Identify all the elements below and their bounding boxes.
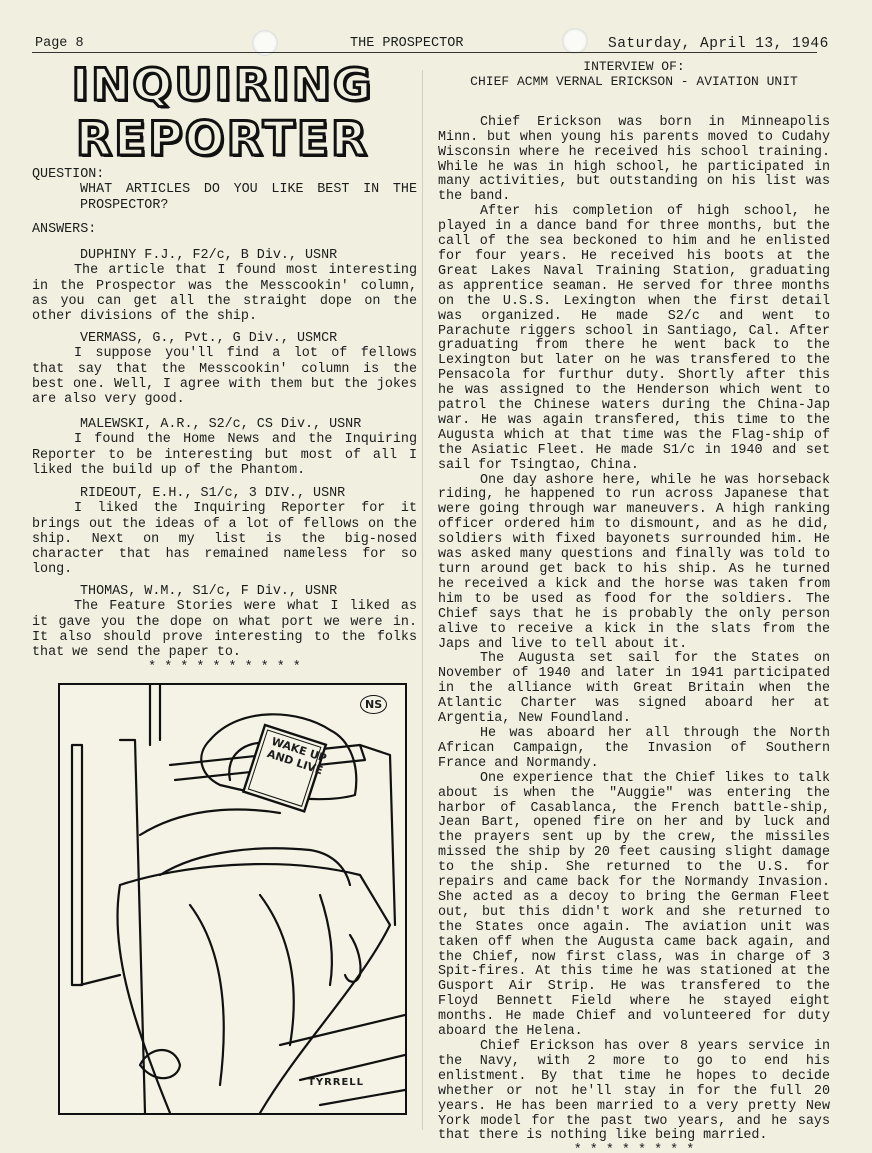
- answer-name: THOMAS, W.M., S1/c, F Div., USNR: [80, 584, 338, 599]
- answer-5: [32, 584, 417, 676]
- interview-end-divider: * * * * * * * *: [573, 1143, 695, 1153]
- artist-monogram: NS: [360, 695, 387, 714]
- answer-text: I suppose you'll find a lot of fellows that say that the Messcookin' column is the best one. Well, I agree with them but the jokes are also very good.: [32, 346, 417, 408]
- interview-title-line2: CHIEF ACMM VERNAL ERICKSON - AVIATION UNIT: [470, 73, 798, 89]
- answer-4: [32, 486, 417, 578]
- answers-label: ANSWERS:: [32, 222, 97, 237]
- answer-name: DUPHINY F.J., F2/c, B Div., USNR: [80, 248, 338, 263]
- answer-name: RIDEOUT, E.H., S1/c, 3 DIV., USNR: [80, 486, 346, 501]
- answer-text: The Feature Stories were what I liked as it gave you the dope on what port we were in. It also should prove interesting to the folks that we send the paper to.: [32, 599, 417, 661]
- cartoon-illustration: [58, 683, 407, 1115]
- issue-date: Saturday, April 13, 1946: [608, 36, 829, 52]
- masthead-line2: REPORTER: [75, 112, 370, 167]
- answer-name: VERMASS, G., Pvt., G Div., USMCR: [80, 331, 338, 346]
- answer-text: I found the Home News and the Inquiring Reporter to be interesting but most of all I liked the build up of the Phantom.: [32, 432, 417, 478]
- question-text: WHAT ARTICLES DO YOU LIKE BEST IN THE PROSPECTOR?: [80, 182, 417, 213]
- answer-1: [32, 248, 417, 324]
- answer-text: I liked the Inquiring Reporter for it brings out the ideas of a lot of fellows on the ship. Next on my list is the big-nosed character that has remained nameless for so long.: [32, 501, 417, 578]
- masthead-line1: INQUIRING: [71, 59, 374, 112]
- page-number: Page 8: [35, 36, 84, 51]
- interview-paragraph: Chief Erickson was born in Minneapolis Minn. but when young his parents moved to Cudahy Wisconsin where he received his school training. While he was in high school, he participated in many activities, but outstanding on his list was the band.: [438, 114, 830, 205]
- question-block: [32, 167, 417, 213]
- artist-signature: TYRRELL: [308, 1077, 365, 1088]
- interview-paragraph: He was aboard her all through the North African Campaign, the Invasion of Southern France and Normandy.: [438, 725, 830, 771]
- paper-name: THE PROSPECTOR: [350, 36, 464, 51]
- answer-3: [32, 417, 417, 478]
- interview-title-line1: INTERVIEW OF:: [583, 59, 685, 74]
- answer-text: The article that I found most interesting in the Prospector was the Messcookin' column, as you can get all the straight dope on the other divisions of the ship.: [32, 263, 417, 325]
- left-divider: * * * * * * * * * *: [148, 660, 301, 676]
- interview-paragraph: One day ashore here, while he was horseback riding, he happened to run across Japanese that were going through war maneuvers. A high ranking officer ordered him to dismount, and as he did, soldiers with fixed bayonets surrounded him. He was asked many questions and finally was told to turn around get back to his ship. As he turned he received a kick and the horse was taken from him to be used as food for the soldiers. The Chief says that he is probably the only person alive to receive a kick in the slats from the Japs and live to tell about it.: [438, 472, 830, 652]
- answer-2: [32, 331, 417, 407]
- sleeping-sailor-drawing: [60, 685, 405, 1113]
- interview-paragraph: The Augusta set sail for the States on November of 1940 and later in 1941 participated in the alliance with Great Britain when the Atlantic Charter was signed aboard her at Argentia, New Foundland.: [438, 651, 830, 727]
- column-divider: [422, 70, 423, 1130]
- interview-paragraph: Chief Erickson has over 8 years service in the Navy, with 2 more to go to end his enlistment. By that time he hopes to decide whether or not he'll stay in for the full 20 years. He has been married to a very pretty New York model for the past two years, and he says that there is nothing like being married.: [438, 1039, 830, 1144]
- interview-paragraph: After his completion of high school, he played in a dance band for three months, but the call of the sea beckoned to him and he enlisted for four years. He received his boots at the Great Lakes Naval Training Station, graduating as apprentice seaman. He served for three months on the U.S.S. Lexington when the first detail was organized. He made S2/c and went to Parachute riggers school in Santiago, Cal. After graduating from there he went back to the Lexington but later on he was transfered to the Pensacola for furthur duty. Shortly after this he was assigned to the Henderson which went to patrol the Chinese waters during the China-Jap war. He was again transfered, this time to the Augusta which at that time was the Flag-ship of the Asiatic Fleet. He made S1/c in 1940 and set sail for Tsingtao, China.: [438, 204, 830, 473]
- header-rule: [32, 52, 817, 53]
- question-label: QUESTION:: [32, 167, 105, 182]
- interview-column: [438, 60, 830, 1153]
- answer-name: MALEWSKI, A.R., S2/c, CS Div., USNR: [80, 417, 362, 432]
- interview-paragraph: One experience that the Chief likes to talk about is when the "Auggie" was entering the harbor of Casablanca, the French battle-ship, Jean Bart, opened fire on her and by luck and the prayers sent up by the crew, the missiles missed the ship by 20 feet causing slight damage to the ship. She returned to the U.S. for repairs and came back for the Normandy Invasion. She acted as a decoy to bring the German Fleet out, but this didn't work and she returned to the States once again. The aviation unit was taken off when the Augusta came back again, and the Chief, now first class, was in charge of 3 Spit-fires. At this time he was stationed at the Gusport Air Strip. He was transfered to the Floyd Bennett Field where he stayed eight months. He made Chief and volunteered for duty aboard the Helena.: [438, 770, 830, 1040]
- punch-hole-right: [562, 28, 588, 54]
- book-cover-text: WAKE UP AND LIVE: [265, 734, 329, 778]
